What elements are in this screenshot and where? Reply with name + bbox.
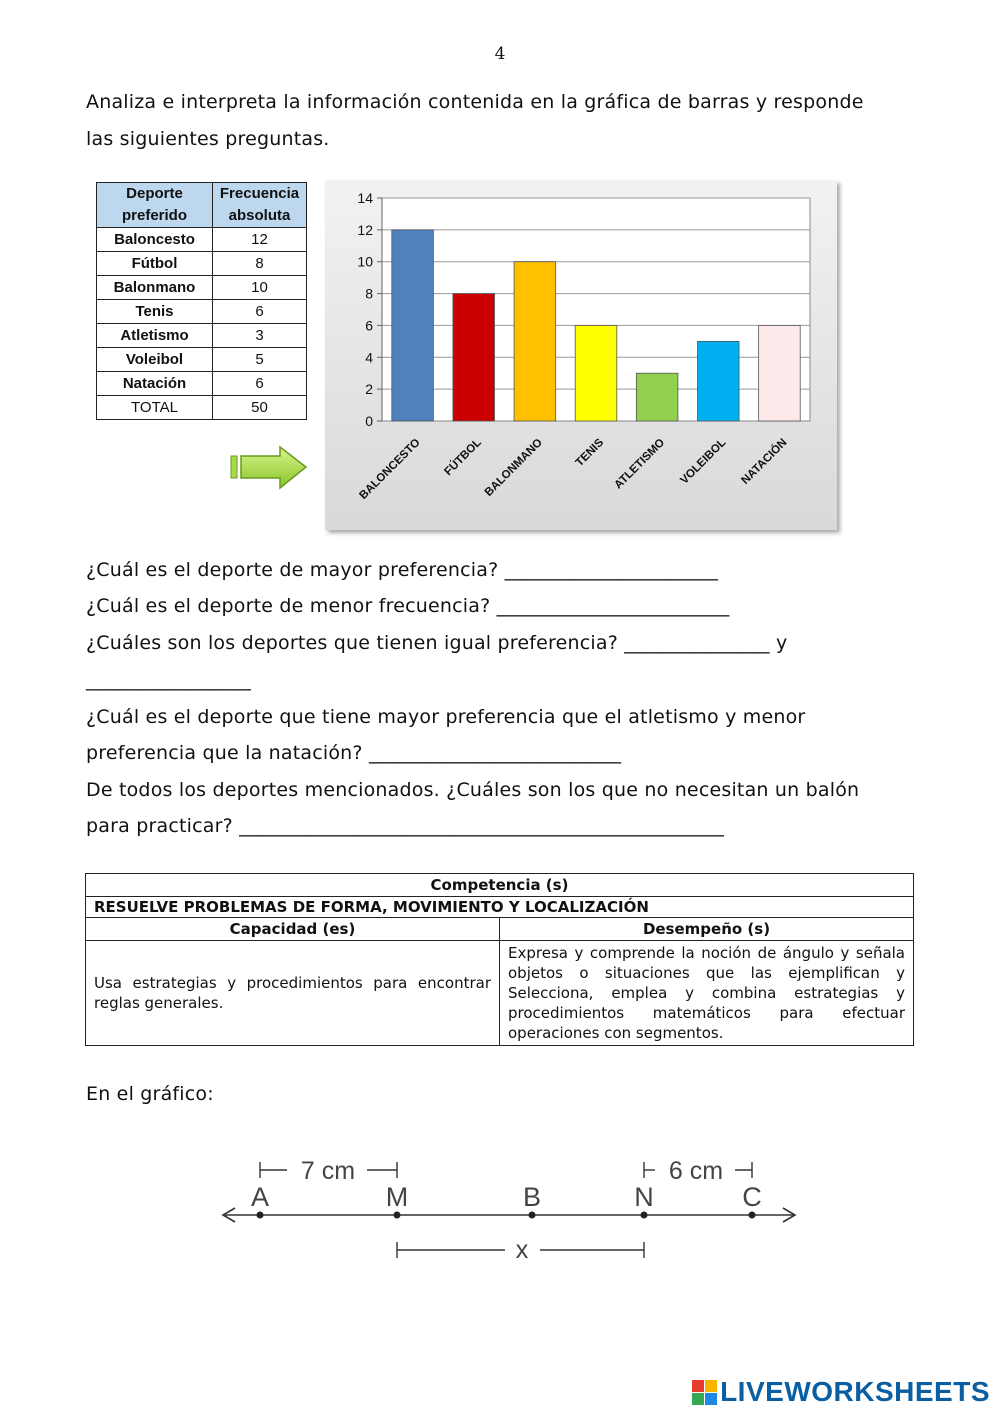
header-sport-line1: Deporte (126, 185, 183, 202)
performance-text: Expresa y comprende la noción de ángulo y señala objetos o situaciones que las ejemplifican y Selecciona, emplea y combina estrategias y procedimientos matemáticos para efectuar operaciones con segmentos. (500, 941, 914, 1046)
question-4-line-1: ¿Cuál es el deporte que tiene mayor preferencia que el atletismo y menor (86, 706, 806, 728)
y-tick-label: 4 (365, 349, 373, 366)
point-c-dot (749, 1212, 756, 1219)
bar-voleibol (697, 341, 739, 421)
capacity-header: Capacidad (es) (86, 918, 500, 941)
brand-name: LIVEWORKSHEETS (720, 1376, 990, 1407)
row-value: 3 (213, 324, 307, 348)
point-a-label: A (250, 1182, 270, 1212)
row-value: 10 (213, 276, 307, 300)
bar-tenis (575, 325, 617, 421)
total-label: TOTAL (97, 396, 213, 420)
point-b-dot (529, 1212, 536, 1219)
row-label: Tenis (97, 300, 213, 324)
table-row (97, 276, 307, 300)
y-tick-label: 12 (357, 221, 373, 238)
row-label: Fútbol (97, 252, 213, 276)
intro-line-2: las siguientes preguntas. (86, 128, 330, 150)
row-label: Voleibol (97, 348, 213, 372)
question-5-line-2: para practicar? __________________________________________________ (86, 815, 725, 837)
total-value: 50 (213, 396, 307, 420)
x-tick-label: TENIS (573, 436, 607, 470)
question-3: ¿Cuáles son los deportes que tienen igual preferencia? _______________ y (86, 632, 788, 654)
point-m-dot (394, 1212, 401, 1219)
arrow-right-icon (228, 444, 312, 492)
row-value: 5 (213, 348, 307, 372)
x-tick-label: VOLEIBOL (678, 436, 729, 487)
bar-fútbol (453, 294, 495, 421)
bar-atletismo (636, 373, 678, 421)
y-tick-label: 2 (365, 381, 373, 398)
segment-diagram (215, 1148, 805, 1266)
capacity-text: Usa estrategias y procedimientos para encontrar reglas generales. (86, 941, 500, 1046)
competence-text: RESUELVE PROBLEMAS DE FORMA, MOVIMIENTO Y LOCALIZACIÓN (86, 897, 914, 918)
table-row (97, 300, 307, 324)
table-row (97, 252, 307, 276)
point-n-label: N (634, 1182, 654, 1212)
row-label: Balonmano (97, 276, 213, 300)
x-tick-label: ATLETISMO (612, 436, 668, 492)
question-5-line-1: De todos los deportes mencionados. ¿Cuáles son los que no necesitan un balón (86, 779, 860, 801)
table-total-row (97, 396, 307, 420)
y-tick-label: 0 (365, 413, 373, 429)
header-frequency-line1: Frecuencia (219, 185, 300, 202)
question-3-continuation: _________________ (86, 669, 251, 691)
row-value: 6 (213, 372, 307, 396)
row-label: Atletismo (97, 324, 213, 348)
row-value: 8 (213, 252, 307, 276)
graph-intro: En el gráfico: (86, 1083, 214, 1105)
bar-baloncesto (392, 230, 434, 421)
row-value: 6 (213, 300, 307, 324)
y-tick-label: 14 (357, 190, 373, 206)
point-b-label: B (522, 1182, 542, 1212)
y-tick-label: 8 (365, 285, 373, 302)
liveworksheets-logo (692, 1380, 717, 1405)
intro-line-1: Analiza e interpreta la información contenida en la gráfica de barras y responde (86, 91, 864, 113)
point-c-label: C (742, 1182, 762, 1212)
dimension-mn-label: x (515, 1236, 529, 1264)
header-frequency-line2: absoluta (228, 207, 291, 224)
row-label: Natación (97, 372, 213, 396)
question-1: ¿Cuál es el deporte de mayor preferencia? ______________________ (86, 559, 719, 581)
page-number: 4 (494, 44, 506, 64)
x-tick-label: BALONCESTO (357, 436, 423, 502)
liveworksheets-brand (692, 1376, 990, 1408)
y-tick-label: 6 (365, 317, 373, 334)
point-m-label: M (385, 1182, 409, 1212)
x-tick-label: BALONMANO (482, 436, 545, 499)
dimension-am-label: 7 cm (300, 1157, 356, 1185)
frequency-table (96, 182, 307, 420)
row-value: 12 (213, 228, 307, 252)
frequency-table-header (97, 183, 307, 228)
competence-table (85, 873, 914, 1046)
table-row (97, 372, 307, 396)
competence-header: Competencia (s) (86, 874, 914, 897)
chart-panel (325, 180, 837, 530)
bar-chart (325, 180, 837, 530)
table-row (97, 324, 307, 348)
dimension-nc-label: 6 cm (668, 1157, 724, 1185)
point-n-dot (641, 1212, 648, 1219)
performance-header: Desempeño (s) (500, 918, 914, 941)
bar-natación (759, 325, 801, 421)
x-tick-label: NATACIÓN (739, 436, 790, 487)
question-4-line-2: preferencia que la natación? __________________________ (86, 742, 622, 764)
table-row (97, 348, 307, 372)
question-2: ¿Cuál es el deporte de menor frecuencia? ________________________ (86, 595, 730, 617)
header-sport-line2: preferido (121, 207, 187, 224)
row-label: Baloncesto (97, 228, 213, 252)
point-a-dot (257, 1212, 264, 1219)
y-tick-label: 10 (357, 253, 373, 270)
bar-balonmano (514, 262, 556, 421)
x-tick-label: FÚTBOL (442, 436, 484, 479)
table-row (97, 228, 307, 252)
